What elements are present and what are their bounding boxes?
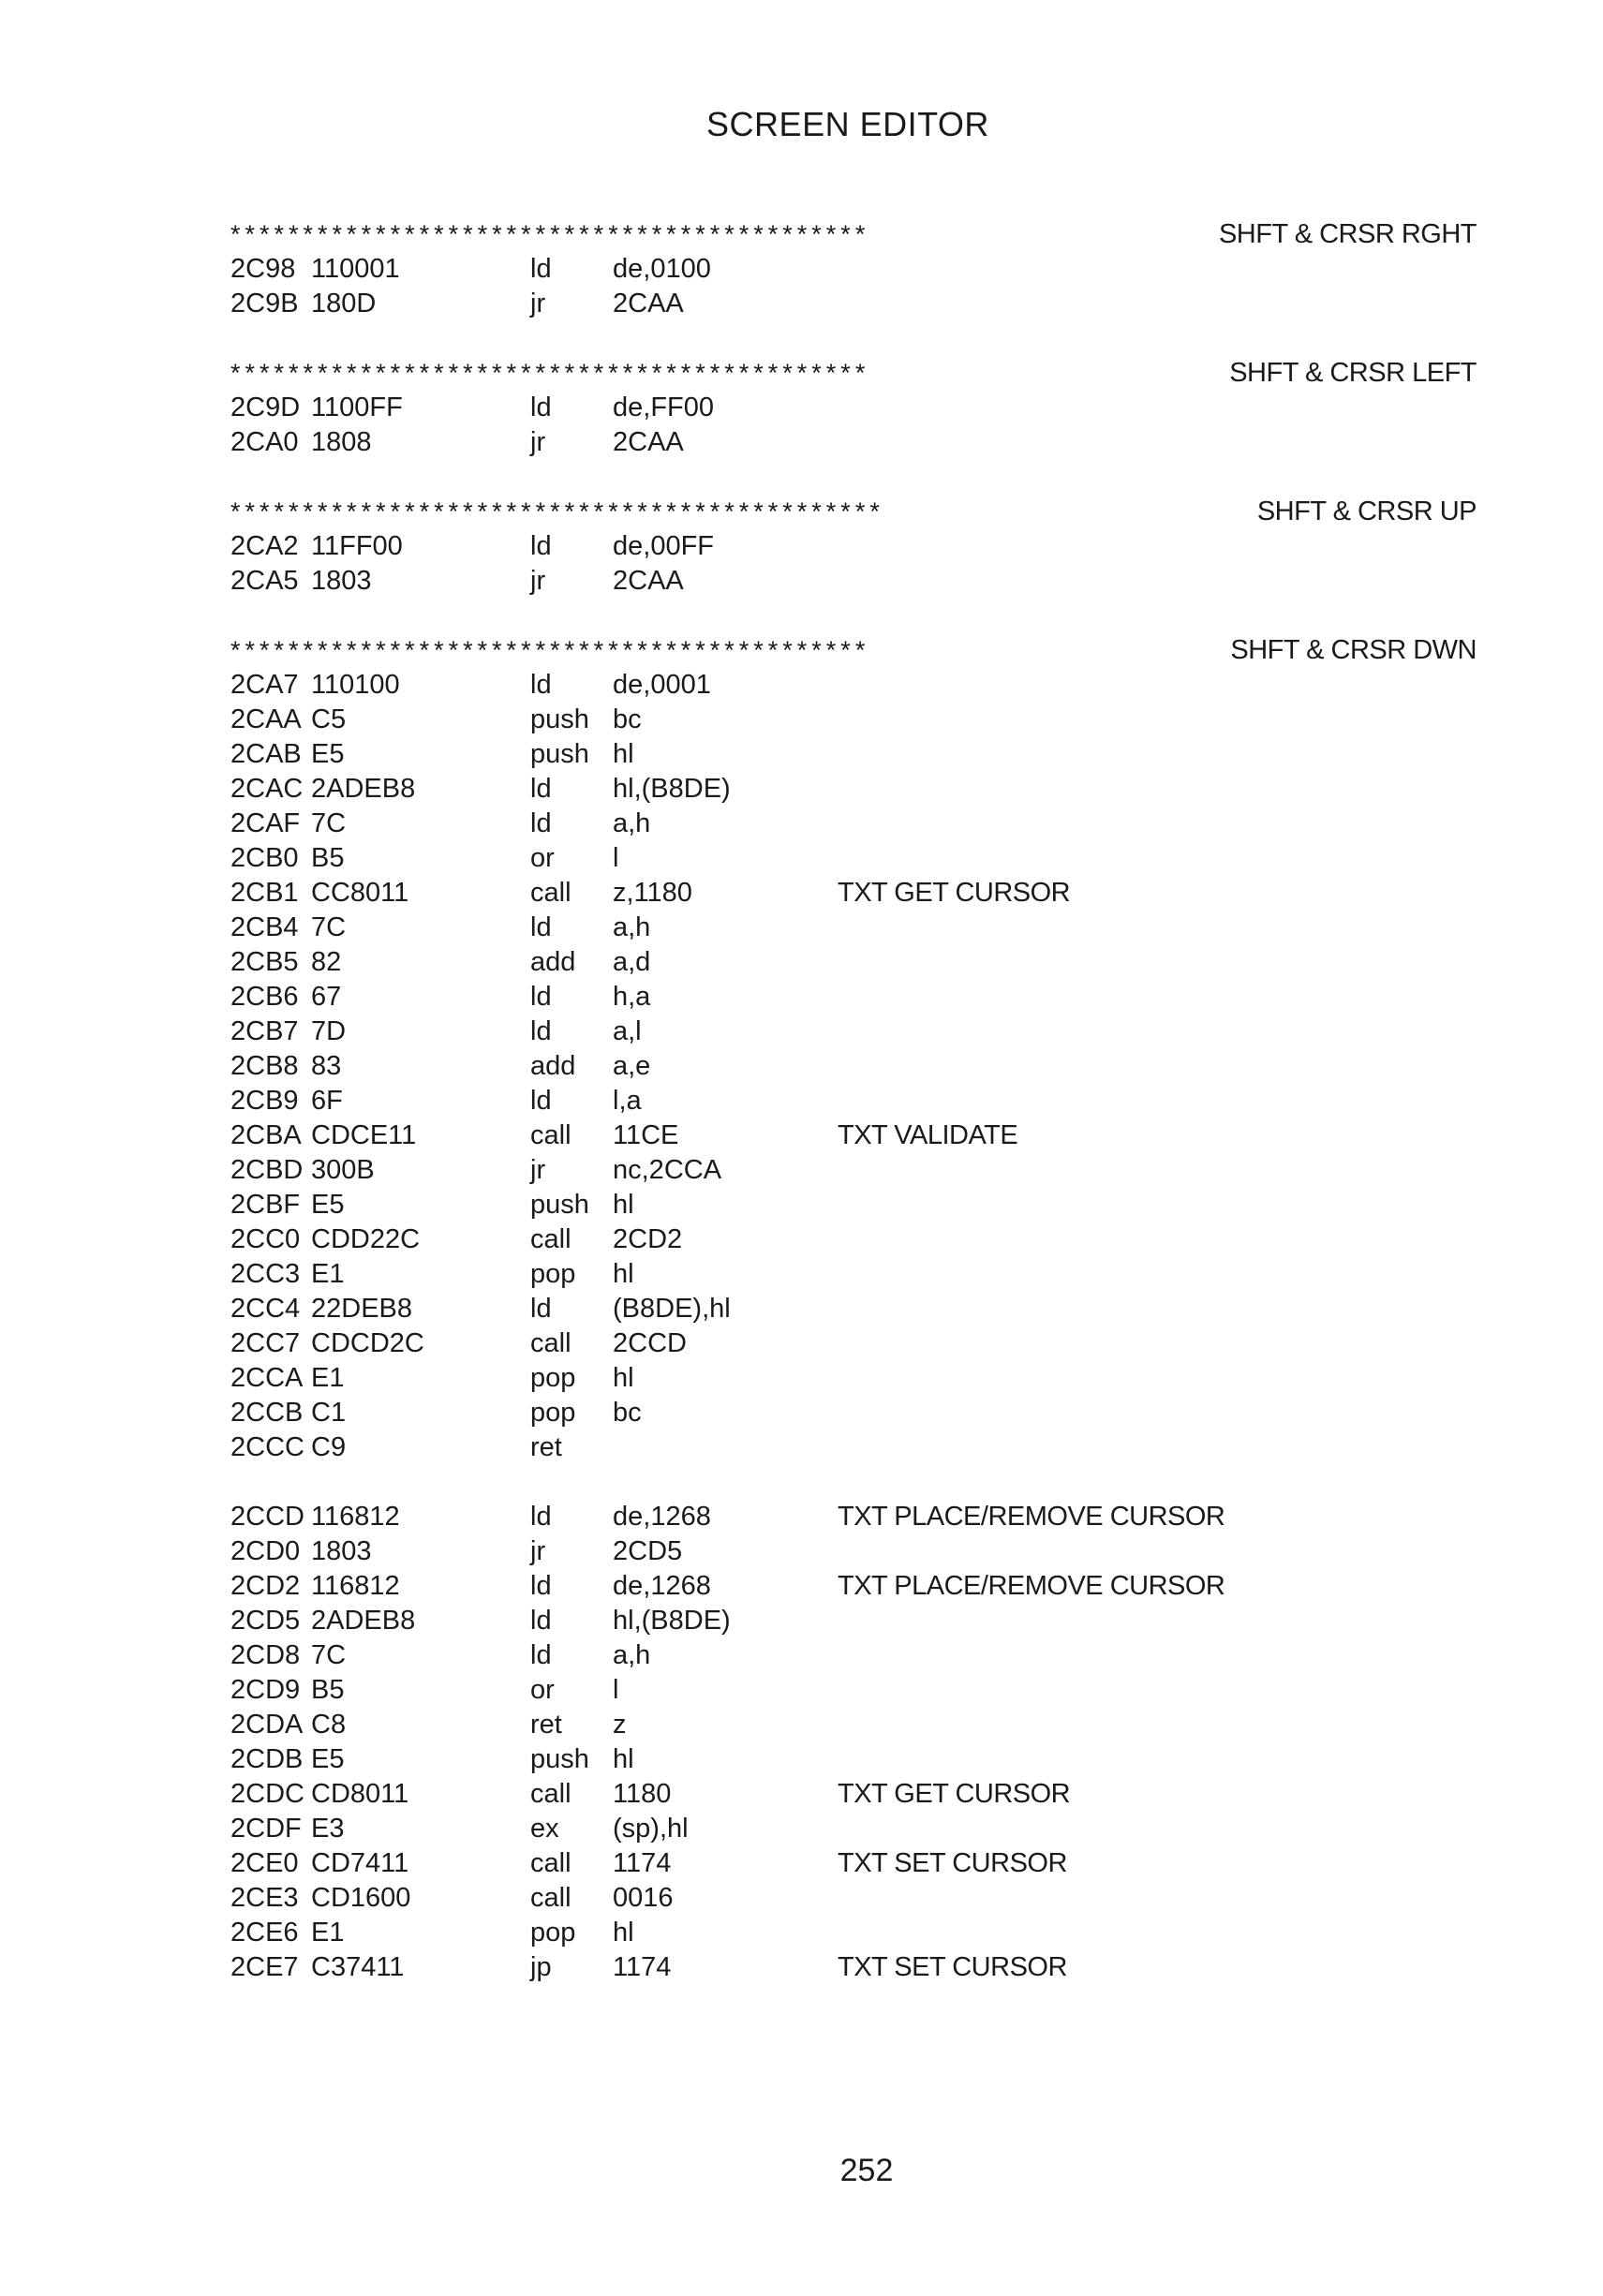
operands: l,a — [613, 1086, 642, 1116]
page-number: 252 — [839, 2153, 894, 2188]
opcode-bytes: E3 — [311, 1814, 345, 1844]
address: 2CDA — [230, 1710, 304, 1740]
mnemonic: ld — [530, 1086, 552, 1116]
listing-section — [230, 633, 1477, 1465]
code-line — [230, 1326, 1477, 1361]
code-line — [230, 1742, 1477, 1777]
mnemonic: call — [530, 1883, 571, 1913]
address: 2CA5 — [230, 566, 299, 596]
code-line — [230, 945, 1477, 980]
operands: de,1268 — [613, 1502, 711, 1532]
opcode-bytes: CC8011 — [311, 878, 409, 908]
opcode-bytes: 1100FF — [311, 393, 403, 422]
comment: TXT SET CURSOR — [838, 1848, 1067, 1878]
address: 2CD0 — [230, 1536, 301, 1566]
code-line — [230, 807, 1477, 841]
address: 2CA2 — [230, 531, 299, 561]
code-line — [230, 1292, 1477, 1326]
operands: de,00FF — [613, 531, 714, 561]
operands: a,l — [613, 1016, 642, 1046]
address: 2CA7 — [230, 670, 299, 700]
operands: hl — [613, 739, 634, 769]
opcode-bytes: B5 — [311, 1675, 345, 1705]
mnemonic: ld — [530, 531, 552, 561]
operands: 2CAA — [613, 566, 684, 596]
mnemonic: push — [530, 1744, 589, 1774]
opcode-bytes: 180D — [311, 289, 377, 318]
address: 2CD5 — [230, 1606, 301, 1636]
address: 2CCC — [230, 1432, 304, 1462]
mnemonic: ret — [530, 1710, 562, 1740]
operands: 1180 — [613, 1779, 672, 1809]
address: 2CB9 — [230, 1086, 299, 1116]
mnemonic: call — [530, 878, 571, 908]
code-line — [230, 668, 1477, 703]
opcode-bytes: CDD22C — [311, 1224, 421, 1254]
operands: nc,2CCA — [613, 1155, 722, 1185]
address: 2CDC — [230, 1779, 304, 1809]
listing-section — [230, 356, 1477, 460]
opcode-bytes: B5 — [311, 843, 345, 873]
operands: hl — [613, 1363, 634, 1393]
operands: 2CAA — [613, 427, 684, 457]
mnemonic: ld — [530, 982, 552, 1012]
operands: a,e — [613, 1051, 651, 1081]
mnemonic: ld — [530, 1016, 552, 1046]
code-line — [230, 1396, 1477, 1430]
opcode-bytes: E1 — [311, 1259, 345, 1289]
opcode-bytes: CD8011 — [311, 1779, 409, 1809]
code-line — [230, 1534, 1477, 1569]
address: 2CB8 — [230, 1051, 299, 1081]
code-line — [230, 1084, 1477, 1118]
address: 2CB5 — [230, 947, 299, 977]
mnemonic: add — [530, 1051, 576, 1081]
address: 2C98 — [230, 254, 296, 284]
operands: z,1180 — [613, 878, 692, 908]
mnemonic: ld — [530, 1294, 552, 1324]
opcode-bytes: CD1600 — [311, 1883, 411, 1913]
code-line — [230, 1673, 1477, 1708]
address: 2CB4 — [230, 912, 299, 942]
opcode-bytes: 300B — [311, 1155, 375, 1185]
section-label: SHFT & CRSR DWN — [1230, 635, 1477, 665]
code-line — [230, 287, 1477, 321]
address: 2CB0 — [230, 843, 299, 873]
opcode-bytes: E5 — [311, 1744, 345, 1774]
address: 2CDB — [230, 1744, 304, 1774]
operands: l — [613, 1675, 619, 1705]
mnemonic: jr — [530, 566, 546, 596]
operands: hl — [613, 1259, 634, 1289]
mnemonic: call — [530, 1120, 571, 1150]
comment: TXT VALIDATE — [838, 1120, 1018, 1150]
comment: TXT GET CURSOR — [838, 878, 1071, 908]
opcode-bytes: C8 — [311, 1710, 347, 1740]
address: 2CB1 — [230, 878, 299, 908]
operands: 2CAA — [613, 289, 684, 318]
opcode-bytes: 67 — [311, 982, 342, 1012]
opcode-bytes: 2ADEB8 — [311, 1606, 416, 1636]
operands: 11CE — [613, 1120, 679, 1150]
opcode-bytes: 6F — [311, 1086, 343, 1116]
mnemonic: jp — [530, 1952, 552, 1982]
opcode-bytes: E1 — [311, 1918, 345, 1948]
opcode-bytes: 83 — [311, 1051, 342, 1081]
operands: bc — [613, 704, 642, 734]
mnemonic: ld — [530, 912, 552, 942]
code-line — [230, 1222, 1477, 1257]
code-line — [230, 1118, 1477, 1153]
code-line — [230, 1430, 1477, 1465]
code-line — [230, 1812, 1477, 1846]
operands: (sp),hl — [613, 1814, 689, 1844]
section-label: SHFT & CRSR LEFT — [1229, 358, 1477, 388]
code-line — [230, 1846, 1477, 1881]
mnemonic: pop — [530, 1398, 576, 1428]
code-line — [230, 1950, 1477, 1985]
code-line — [230, 391, 1477, 425]
mnemonic: ex — [530, 1814, 559, 1844]
opcode-bytes: 110001 — [311, 254, 400, 284]
mnemonic: ld — [530, 393, 552, 422]
section-label: SHFT & CRSR RGHT — [1218, 219, 1477, 249]
operands: 2CD5 — [613, 1536, 683, 1566]
comment: TXT PLACE/REMOVE CURSOR — [838, 1571, 1225, 1601]
address: 2CBF — [230, 1190, 301, 1220]
operands: a,h — [613, 808, 651, 838]
mnemonic: call — [530, 1848, 571, 1878]
mnemonic: ret — [530, 1432, 562, 1462]
address: 2CD9 — [230, 1675, 301, 1705]
address: 2CCA — [230, 1363, 304, 1393]
address: 2CC0 — [230, 1224, 301, 1254]
code-line — [230, 841, 1477, 876]
address: 2CD2 — [230, 1571, 301, 1601]
disassembly-listing — [230, 217, 1477, 2020]
listing-section — [230, 1500, 1477, 1985]
operands: hl — [613, 1918, 634, 1948]
opcode-bytes: 2ADEB8 — [311, 774, 416, 804]
asterisk-rule: ********************************************* — [230, 497, 884, 526]
mnemonic: call — [530, 1328, 571, 1358]
address: 2CC3 — [230, 1259, 301, 1289]
opcode-bytes: 11FF00 — [311, 531, 403, 561]
address: 2CE3 — [230, 1883, 299, 1913]
mnemonic: ld — [530, 1502, 552, 1532]
section-label: SHFT & CRSR UP — [1256, 496, 1477, 526]
opcode-bytes: 110100 — [311, 670, 400, 700]
code-line — [230, 564, 1477, 599]
code-line — [230, 772, 1477, 807]
opcode-bytes: 116812 — [311, 1502, 400, 1532]
mnemonic: ld — [530, 808, 552, 838]
comment: TXT GET CURSOR — [838, 1779, 1071, 1809]
address: 2CE6 — [230, 1918, 299, 1948]
code-line — [230, 1777, 1477, 1812]
opcode-bytes: 7C — [311, 1640, 347, 1670]
code-line — [230, 703, 1477, 737]
opcode-bytes: 7C — [311, 912, 347, 942]
operands: 1174 — [613, 1848, 672, 1878]
address: 2CAA — [230, 704, 302, 734]
mnemonic: or — [530, 843, 555, 873]
operands: 1174 — [613, 1952, 672, 1982]
operands: bc — [613, 1398, 642, 1428]
address: 2CE7 — [230, 1952, 299, 1982]
operands: de,0100 — [613, 254, 711, 284]
operands — [613, 1430, 838, 1465]
code-line — [230, 529, 1477, 564]
code-line — [230, 252, 1477, 287]
code-line — [230, 876, 1477, 911]
operands: 2CD2 — [613, 1224, 683, 1254]
mnemonic: call — [530, 1224, 571, 1254]
mnemonic: jr — [530, 427, 546, 457]
address: 2C9B — [230, 289, 299, 318]
operands: 2CCD — [613, 1328, 687, 1358]
code-line — [230, 1049, 1477, 1084]
opcode-bytes: E5 — [311, 1190, 345, 1220]
opcode-bytes: 1803 — [311, 1536, 372, 1566]
code-line — [230, 911, 1477, 945]
operands: 0016 — [613, 1883, 674, 1913]
operands: de,0001 — [613, 670, 711, 700]
operands: de,1268 — [613, 1571, 711, 1601]
section-separator — [230, 217, 1477, 252]
mnemonic: ld — [530, 1640, 552, 1670]
code-line — [230, 1153, 1477, 1188]
code-line — [230, 1500, 1477, 1534]
operands: hl,(B8DE) — [613, 774, 731, 804]
mnemonic: pop — [530, 1259, 576, 1289]
opcode-bytes: CD7411 — [311, 1848, 409, 1878]
opcode-bytes: 7D — [311, 1016, 347, 1046]
address: 2CBD — [230, 1155, 304, 1185]
page-title: SCREEN EDITOR — [706, 105, 989, 143]
comment: TXT PLACE/REMOVE CURSOR — [838, 1502, 1225, 1532]
asterisk-rule: ******************************************** — [230, 359, 870, 387]
opcode-bytes: 22DEB8 — [311, 1294, 413, 1324]
opcode-bytes: 1803 — [311, 566, 372, 596]
address: 2CD8 — [230, 1640, 301, 1670]
opcode-bytes: C5 — [311, 704, 347, 734]
code-line — [230, 1638, 1477, 1673]
address: 2CDF — [230, 1814, 302, 1844]
address: 2CAC — [230, 774, 304, 804]
mnemonic: ld — [530, 670, 552, 700]
opcode-bytes: CDCD2C — [311, 1328, 424, 1358]
mnemonic: add — [530, 947, 576, 977]
mnemonic: push — [530, 1190, 589, 1220]
opcode-bytes: E1 — [311, 1363, 345, 1393]
operands: (B8DE),hl — [613, 1294, 731, 1324]
mnemonic: jr — [530, 1155, 546, 1185]
code-line — [230, 1708, 1477, 1742]
operands: l — [613, 843, 619, 873]
operands: hl,(B8DE) — [613, 1606, 731, 1636]
mnemonic: ld — [530, 1606, 552, 1636]
comment: TXT SET CURSOR — [838, 1952, 1067, 1982]
code-line — [230, 980, 1477, 1015]
mnemonic: ld — [530, 774, 552, 804]
mnemonic: pop — [530, 1918, 576, 1948]
operands: a,h — [613, 1640, 651, 1670]
opcode-bytes: C37411 — [311, 1952, 405, 1982]
section-separator — [230, 633, 1477, 668]
operands: z — [613, 1710, 627, 1740]
opcode-bytes: 82 — [311, 947, 342, 977]
mnemonic: push — [530, 739, 589, 769]
opcode-bytes: 7C — [311, 808, 347, 838]
address: 2CCD — [230, 1502, 304, 1532]
section-separator — [230, 356, 1477, 391]
asterisk-rule: ******************************************** — [230, 220, 870, 248]
address: 2CB6 — [230, 982, 299, 1012]
mnemonic: or — [530, 1675, 555, 1705]
code-line — [230, 1604, 1477, 1638]
listing-section — [230, 217, 1477, 321]
mnemonic: ld — [530, 1571, 552, 1601]
code-line — [230, 1015, 1477, 1049]
mnemonic: pop — [530, 1363, 576, 1393]
code-line — [230, 1361, 1477, 1396]
operands: h,a — [613, 982, 651, 1012]
code-line — [230, 1188, 1477, 1222]
operands: a,h — [613, 912, 651, 942]
mnemonic: jr — [530, 1536, 546, 1566]
mnemonic: push — [530, 704, 589, 734]
operands: a,d — [613, 947, 651, 977]
code-line — [230, 1881, 1477, 1916]
opcode-bytes: C9 — [311, 1432, 347, 1462]
operands: de,FF00 — [613, 393, 714, 422]
address: 2C9D — [230, 393, 301, 422]
code-line — [230, 1916, 1477, 1950]
address: 2CE0 — [230, 1848, 299, 1878]
address: 2CB7 — [230, 1016, 299, 1046]
code-line — [230, 1257, 1477, 1292]
address: 2CA0 — [230, 427, 299, 457]
address: 2CBA — [230, 1120, 302, 1150]
opcode-bytes: E5 — [311, 739, 345, 769]
address: 2CC7 — [230, 1328, 301, 1358]
code-line — [230, 1569, 1477, 1604]
mnemonic: jr — [530, 289, 546, 318]
listing-section — [230, 495, 1477, 599]
opcode-bytes: 116812 — [311, 1571, 400, 1601]
code-line — [230, 425, 1477, 460]
opcode-bytes: CDCE11 — [311, 1120, 417, 1150]
operands: hl — [613, 1744, 634, 1774]
opcode-bytes: C1 — [311, 1398, 347, 1428]
mnemonic: ld — [530, 254, 552, 284]
asterisk-rule: ******************************************** — [230, 636, 870, 664]
address: 2CAB — [230, 739, 302, 769]
opcode-bytes: 1808 — [311, 427, 372, 457]
address: 2CC4 — [230, 1294, 301, 1324]
operands: hl — [613, 1190, 634, 1220]
code-line — [230, 737, 1477, 772]
address: 2CAF — [230, 808, 301, 838]
section-separator — [230, 495, 1477, 529]
mnemonic: call — [530, 1779, 571, 1809]
address: 2CCB — [230, 1398, 304, 1428]
